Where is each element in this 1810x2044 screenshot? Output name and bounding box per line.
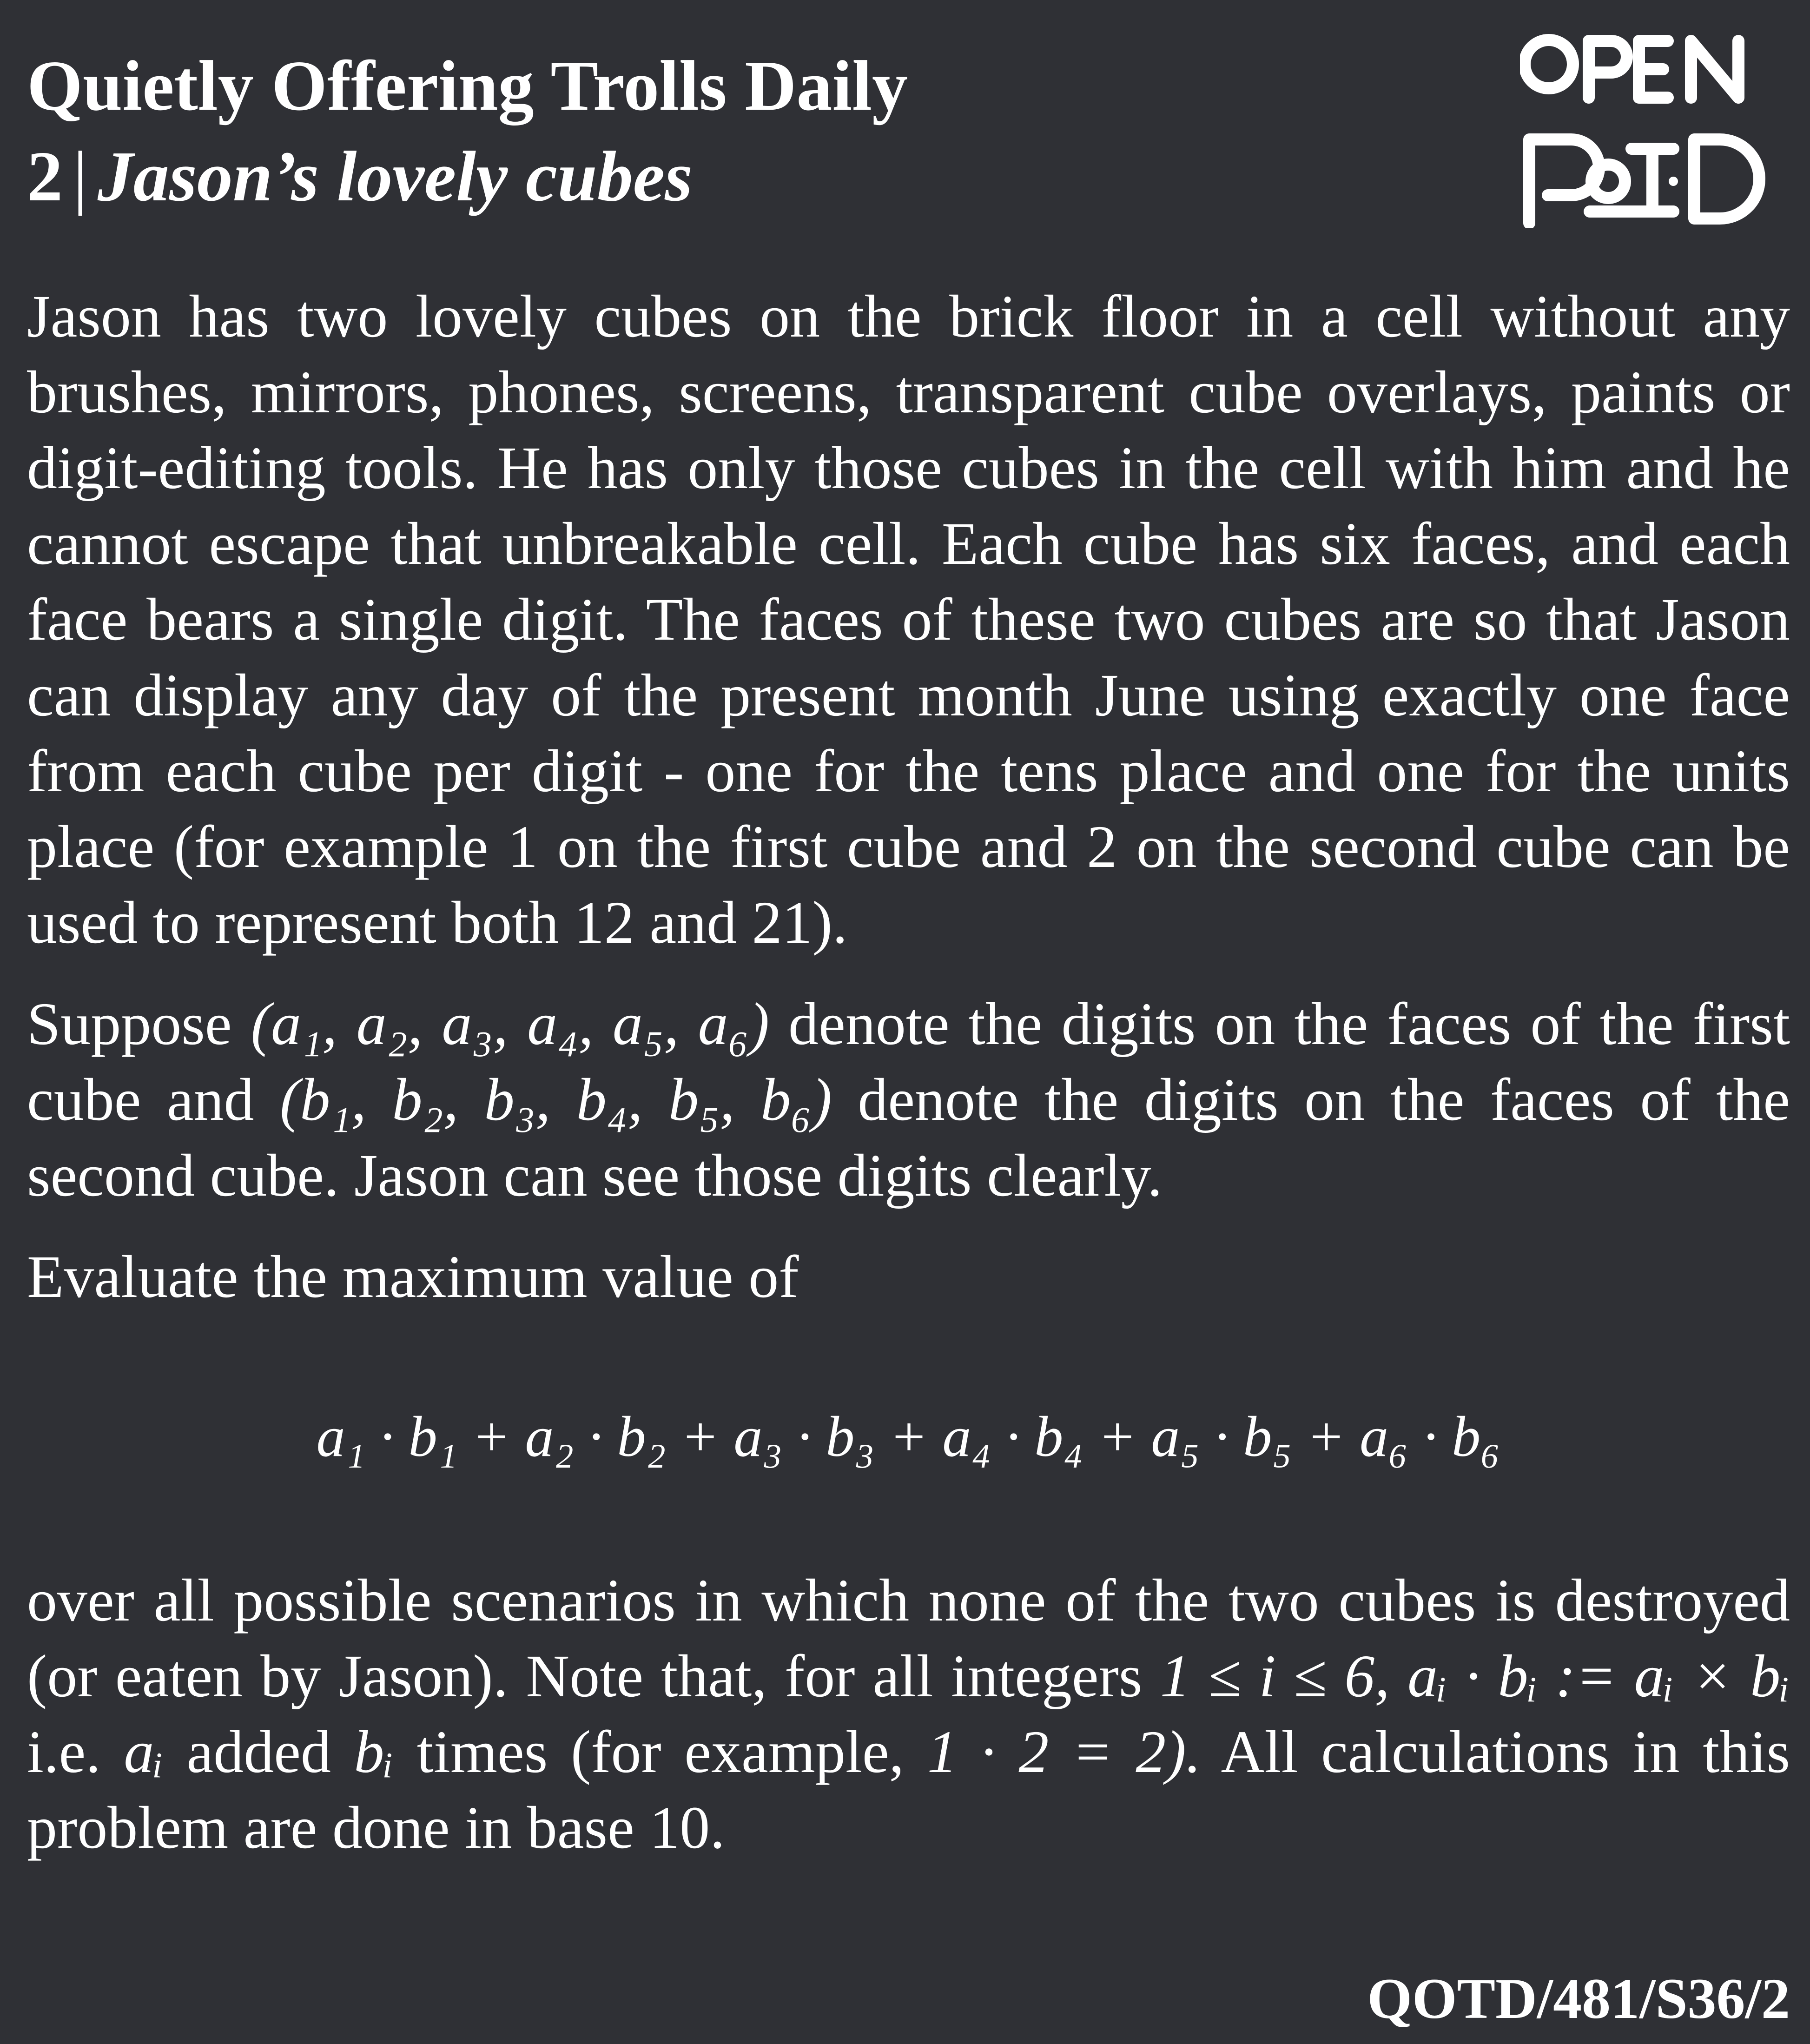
paragraph-evaluate: Evaluate the maximum value of (27, 1244, 799, 1310)
b-i-symbol: bᵢ (354, 1719, 394, 1786)
page-title: Quietly Offering Trolls Daily (27, 46, 908, 126)
tuple-b: (b₁, b₂, b₃, b₄, b₅, b₆) (280, 1066, 832, 1133)
times-text: times (for example, (416, 1719, 905, 1786)
ie-text: i.e. (27, 1719, 101, 1786)
problem-body (27, 279, 1790, 1892)
page (27, 0, 1790, 2044)
problem-number: 2 (27, 137, 63, 216)
problem-name: Jason’s lovely cubes (97, 137, 693, 216)
logo-graphic (1520, 28, 1780, 228)
problem-code: QOTD/481/S36/2 (1367, 1967, 1790, 2031)
example-equation: 1 · 2 = 2). (927, 1719, 1202, 1786)
base-note: All calculations in this problem are done in base 10. (27, 1719, 1790, 1861)
paragraph-definitions (27, 986, 1790, 1214)
suppose-text: Suppose (27, 991, 232, 1058)
problem-subtitle (27, 130, 1421, 223)
subtitle-separator: | (73, 137, 87, 216)
objective-formula: a₁ · b₁ + a₂ · b₂ + a₃ · b₃ + a₄ · b₄ + a₅ · b₅ + a₆ · b₆ (316, 1405, 1501, 1469)
tuple-a: (a₁, a₂, a₃, a₄, a₅, a₆) (251, 991, 770, 1058)
product-definition: aᵢ · bᵢ := aᵢ × bᵢ (1407, 1643, 1790, 1710)
openqotd-logo (1520, 28, 1780, 228)
added-text: added (186, 1719, 331, 1786)
a-i-symbol: aᵢ (124, 1719, 164, 1786)
definition-text-2: denote the digits on the faces of the second cube. Jason can see those digits clearly. (27, 1066, 1790, 1209)
notes-text-1: over all possible scenarios in which none of the two cubes is destroyed (or eaten by Jason). Note that, for all integers (27, 1567, 1790, 1710)
header (27, 42, 1421, 223)
paragraph-setup: Jason has two lovely cubes on the brick floor in a cell without any brushes, mirrors, phones, screens, transparent cube overlays, paints or digit-editing tools. He has only those cubes in the cell with him and he cannot escape that unbreakable cell. Each cube has six faces, and each face bears a single digit. The faces of these two cubes are so that Jason can display any day of the present month June using exactly one face from each cube per digit - one for the tens place and one for the units place (for example 1 on the first cube and 2 on the second cube can be used to represent both 12 and 21). (27, 283, 1790, 956)
definition-text-1: denote the digits on the faces of the first cube and (27, 991, 1790, 1133)
index-range: 1 ≤ i ≤ 6, (1160, 1643, 1390, 1710)
paragraph-notes (27, 1563, 1790, 1866)
